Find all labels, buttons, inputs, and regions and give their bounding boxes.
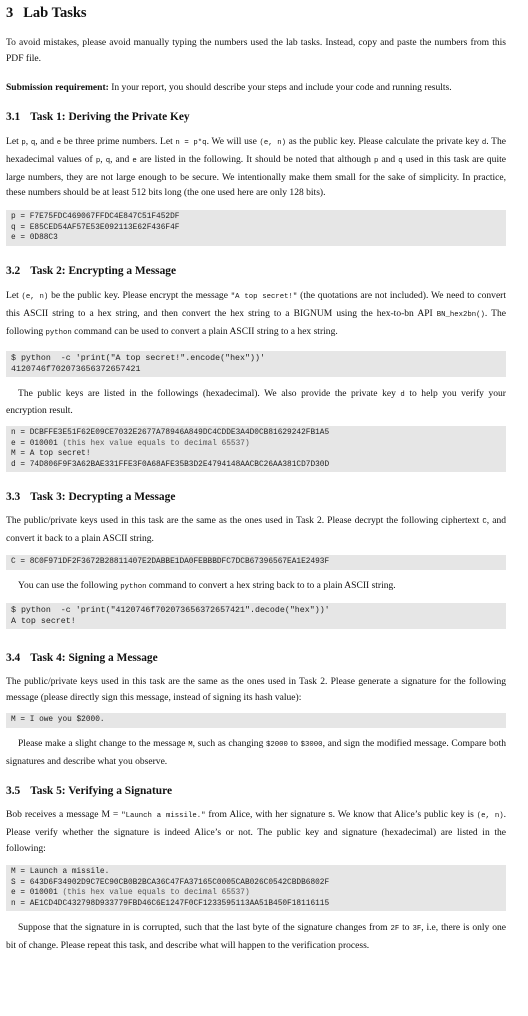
text-run: . Please verify whether the signature is indeed Alice’s or not. The public key and signature (hexadecimal) are listed in the following: [6, 808, 506, 854]
text-run: and [378, 153, 399, 165]
text-run: , [25, 135, 31, 147]
code-comment: (this hex value equals to decimal 65537) [62, 439, 250, 448]
text-run: Please make a slight change to the message [18, 737, 189, 749]
code-text: e = 0D88C3 [11, 234, 58, 243]
text-run: Suppose that the signature in is corrupted, such that the last byte of the signature changes from [18, 922, 391, 934]
text-run: , and [35, 135, 57, 147]
code-text: e = 010001 [11, 889, 63, 898]
inline-code: $2000 [266, 740, 288, 749]
inline-code: n = p*q [175, 138, 207, 147]
code-line [11, 888, 501, 899]
task1-code-block [6, 210, 506, 246]
inline-code: S [328, 811, 333, 820]
inline-code: d [481, 138, 487, 147]
text-run: from Alice, with her signature [205, 808, 329, 820]
code-line [11, 223, 501, 234]
inline-code: q [105, 156, 111, 165]
inline-code: p [95, 156, 101, 165]
text-run: be the public key. Please encrypt the message [48, 289, 231, 301]
text-run: . The following [6, 307, 506, 337]
task1-paragraph [6, 134, 506, 202]
text-run: , and [110, 153, 133, 165]
text-run: , and convert it back to a plain ASCII string. [6, 515, 507, 545]
task3-command-block [6, 603, 506, 629]
task2-command-block [6, 351, 506, 377]
code-text: n = AE1CD4DC432798D933779FBD46C6E1247F0CF1233595113AA51B450F18116115 [11, 899, 330, 908]
task5-number: 3.5 [6, 784, 21, 797]
code-line [11, 605, 501, 616]
task3-code-block [6, 555, 506, 570]
inline-code: 2F [390, 925, 400, 934]
task2-paragraph [6, 288, 506, 342]
inline-code: p [373, 156, 379, 165]
inline-code: (e, n) [21, 292, 49, 301]
code-text: M = A top secret! [11, 450, 91, 459]
task4-title: Task 4: Signing a Message [30, 651, 158, 664]
section-title: Lab Tasks [23, 5, 87, 21]
inline-code: p [21, 138, 26, 147]
inline-code: q [30, 138, 36, 147]
task5-heading [6, 784, 506, 798]
code-line [11, 212, 501, 223]
code-text: A top secret! [11, 616, 76, 626]
task1-heading [6, 110, 506, 124]
text-run: Let [6, 135, 22, 147]
text-run: Bob receives a message M = [6, 808, 122, 820]
inline-code: e [56, 138, 62, 147]
code-line [11, 557, 501, 568]
code-text: M = I owe you $2000. [11, 716, 105, 725]
text-run: to help you verify your encryption result. [6, 387, 506, 417]
task4-heading [6, 651, 506, 665]
text-run: as the public key. Please calculate the private key [286, 135, 482, 147]
section-number: 3 [6, 5, 14, 21]
code-line [11, 428, 501, 439]
code-text: $ python -c 'print("A top secret!".encode("hex"))' [11, 353, 265, 363]
task3-title: Task 3: Decrypting a Message [30, 491, 176, 504]
submission-paragraph [6, 80, 506, 96]
inline-code: python [120, 582, 147, 591]
text-run: , such as changing [192, 737, 267, 749]
intro-paragraph: To avoid mistakes, please avoid manually typing the numbers used the lab tasks. Instead, copy and paste the numbers from this PDF file. [6, 37, 506, 64]
text-run: Let [6, 289, 22, 301]
inline-code: M [188, 740, 193, 749]
task2-heading [6, 264, 506, 278]
inline-code: $3000 [300, 740, 323, 749]
task3-paragraph [6, 513, 506, 547]
code-text: d = 74D806F9F3A62BAE331FFE3F0A68AFE35B3D2E4794148AACBC26AA381CD7D30D [11, 460, 330, 469]
task2-number: 3.2 [6, 264, 21, 277]
task5-paragraph [6, 807, 506, 857]
task3-number: 3.3 [6, 491, 21, 504]
code-line [11, 364, 501, 375]
inline-code: d [400, 390, 405, 399]
submission-text: In your report, you should describe your steps and include your code and running results. [111, 81, 452, 93]
code-line [11, 439, 501, 450]
code-text: 4120746f702073656372657421 [11, 364, 141, 374]
task5-title: Task 5: Verifying a Signature [30, 784, 173, 797]
task3-paragraph-2 [6, 578, 506, 596]
code-text: $ python -c 'print("4120746f702073656372657421".decode("hex"))' [11, 605, 330, 615]
code-comment: (this hex value equals to decimal 65537) [62, 889, 250, 898]
code-line [11, 233, 501, 244]
inline-code: 3F [412, 925, 422, 934]
inline-code: (e, n) [259, 138, 287, 147]
text-run: , i.e, there is only one bit of change. Please repeat this task, and describe what will happen to the verification process. [6, 922, 506, 952]
code-line [11, 460, 501, 471]
section-heading [6, 5, 506, 22]
text-run: command can be used to convert a plain ASCII string to a hex string. [71, 325, 338, 337]
text-run: to [399, 922, 413, 934]
task4-paragraph-2 [6, 736, 506, 770]
text-run: command to convert a hex string back to to a plain ASCII string. [146, 579, 396, 591]
task4-number: 3.4 [6, 651, 21, 664]
inline-code: (e, n) [476, 811, 504, 820]
code-text: e = 010001 [11, 439, 63, 448]
inline-code: "A top secret!" [230, 292, 298, 301]
text-run: , [100, 153, 106, 165]
code-text: M = Launch a missile. [11, 868, 110, 877]
text-run: . The hexadecimal values of [6, 135, 506, 165]
task5-code-block [6, 865, 506, 911]
code-line [11, 616, 501, 627]
inline-code: e [132, 156, 137, 165]
task4-paragraph [6, 674, 506, 706]
inline-code: BN_hex2bn() [436, 310, 485, 319]
code-line [11, 353, 501, 364]
code-text: n = DCBFFE3E51F62E09CE7032E2677A78946A849DC4CDDE3A4D0CB81629242FB1A5 [11, 429, 330, 438]
text-run: You can use the following [18, 579, 121, 591]
inline-code: q [398, 156, 403, 165]
task2-code-block [6, 426, 506, 472]
code-line [11, 878, 501, 889]
inline-code: python [45, 328, 72, 337]
text-run: (the quotations are not included). We need to convert this ASCII string to a hex string, and then convert the hex string to a BIGNUM using the hex-to-bn API [6, 289, 507, 319]
code-line [11, 715, 501, 726]
document-page [6, 0, 506, 954]
text-run: are listed in the following. It should be noted that although [136, 153, 374, 165]
task4-code-block [6, 713, 506, 728]
text-run: The public keys are listed in the followings (hexadecimal). We also provide the private key [18, 387, 401, 399]
task2-title: Task 2: Encrypting a Message [30, 264, 177, 277]
text-run: used in this task are quite large numbers, they are not large enough to be secure. We intentionally make them small for the sake of simplicity. In practice, these numbers should be at least 512 bits long (the one used here are only 128 bits). [6, 153, 507, 199]
task1-title: Task 1: Deriving the Private Key [30, 110, 190, 123]
code-text: C = 8C0F971DF2F3672B28811407E2DABBE1DA0FEBBBDFC7DCB67396567EA1E2493F [11, 558, 330, 567]
code-text: p = F7E75FDC469067FFDC4E847C51F452DF [11, 213, 180, 222]
text-run: , and sign the modified message. Compare both signatures and describe what you observe. [6, 737, 507, 767]
task2-paragraph-2 [6, 386, 506, 420]
text-run: . We know that Alice’s public key is [332, 808, 477, 820]
text-run: . We will use [206, 135, 260, 147]
text-run: The public/private keys used in this task are the same as the ones used in Task 2. Please generate a signature for the following message (please directly sign this message, instead of signing its hash value): [6, 675, 506, 703]
code-line [11, 867, 501, 878]
text-run: to [287, 737, 301, 749]
inline-code: C [482, 518, 487, 527]
text-run: be three prime numbers. Let [61, 135, 176, 147]
task3-heading [6, 490, 506, 504]
code-text: q = E85CED54AF57E53E092113E62F436F4F [11, 223, 180, 232]
submission-label: Submission requirement: [6, 81, 109, 93]
task5-paragraph-2 [6, 920, 506, 954]
code-line [11, 449, 501, 460]
inline-code: "Launch a missile." [121, 811, 206, 820]
text-run: The public/private keys used in this task are the same as the ones used in Task 2. Please decrypt the following ciphertext [6, 515, 483, 527]
task1-number: 3.1 [6, 110, 21, 123]
code-text: S = 643D6F34902D9C7EC90CB0B2BCA36C47FA37165C0005CAB026C0542CBDB6802F [11, 878, 330, 887]
code-line [11, 899, 501, 910]
